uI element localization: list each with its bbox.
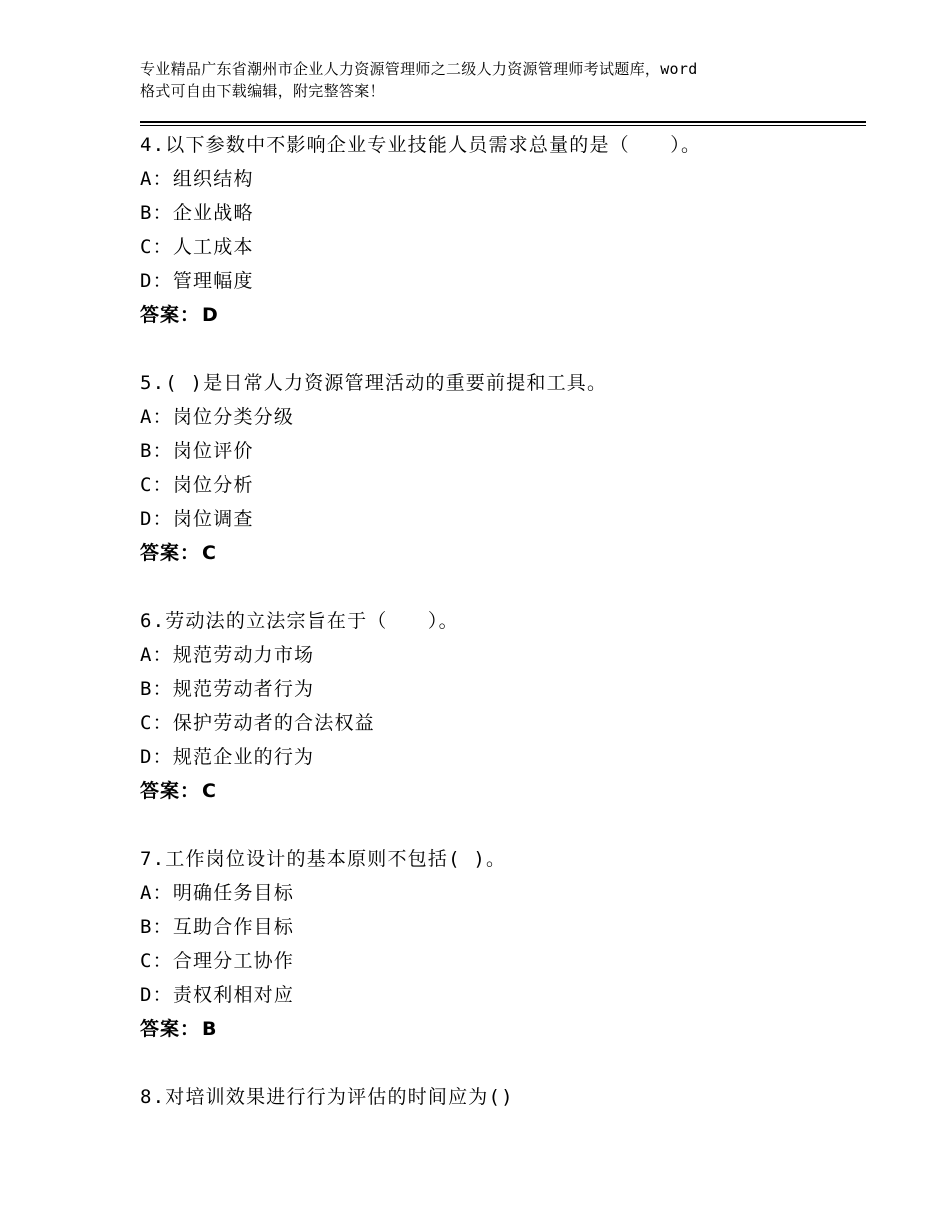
question-list	[140, 128, 866, 1148]
answer-value: C	[202, 542, 216, 564]
option-d: D：管理幅度	[140, 270, 254, 292]
question-8	[140, 1080, 866, 1114]
option-b: B：企业战略	[140, 202, 254, 224]
question-4	[140, 128, 866, 332]
header-divider-thick	[140, 121, 866, 123]
option-d: D：岗位调查	[140, 508, 254, 530]
option-c: C：人工成本	[140, 236, 254, 258]
option-a: A：岗位分类分级	[140, 406, 295, 428]
question-7	[140, 842, 866, 1046]
option-a: A：明确任务目标	[140, 882, 295, 904]
answer-label: 答案：	[140, 542, 201, 564]
option-c: C：合理分工协作	[140, 950, 295, 972]
question-stem: 7.工作岗位设计的基本原则不包括( )。	[140, 848, 507, 870]
answer-label: 答案：	[140, 304, 201, 326]
answer-value: B	[202, 1018, 217, 1040]
header-line-2: 格式可自由下载编辑，附完整答案！	[140, 82, 385, 100]
option-a: A：规范劳动力市场	[140, 644, 315, 666]
document-header	[140, 58, 830, 102]
option-a: A：组织结构	[140, 168, 254, 190]
option-d: D：规范企业的行为	[140, 746, 315, 768]
option-b: B：规范劳动者行为	[140, 678, 315, 700]
answer-label: 答案：	[140, 780, 201, 802]
question-stem: 8.对培训效果进行行为评估的时间应为()	[140, 1086, 514, 1108]
header-divider-thin	[140, 125, 866, 126]
header-line-1: 专业精品广东省潮州市企业人力资源管理师之二级人力资源管理师考试题库，word	[140, 60, 698, 78]
option-c: C：保护劳动者的合法权益	[140, 712, 375, 734]
answer-value: C	[202, 780, 216, 802]
option-d: D：责权利相对应	[140, 984, 295, 1006]
option-c: C：岗位分析	[140, 474, 254, 496]
question-stem: 5.( )是日常人力资源管理活动的重要前提和工具。	[140, 372, 608, 394]
question-6	[140, 604, 866, 808]
answer-value: D	[202, 304, 218, 326]
question-5	[140, 366, 866, 570]
answer-line	[140, 536, 866, 570]
option-b: B：岗位评价	[140, 440, 254, 462]
answer-label: 答案：	[140, 1018, 201, 1040]
option-b: B：互助合作目标	[140, 916, 295, 938]
question-stem: 6.劳动法的立法宗旨在于（ ）。	[140, 610, 459, 632]
answer-line	[140, 298, 866, 332]
answer-line	[140, 1012, 866, 1046]
question-stem: 4.以下参数中不影响企业专业技能人员需求总量的是（ ）。	[140, 134, 702, 156]
answer-line	[140, 774, 866, 808]
